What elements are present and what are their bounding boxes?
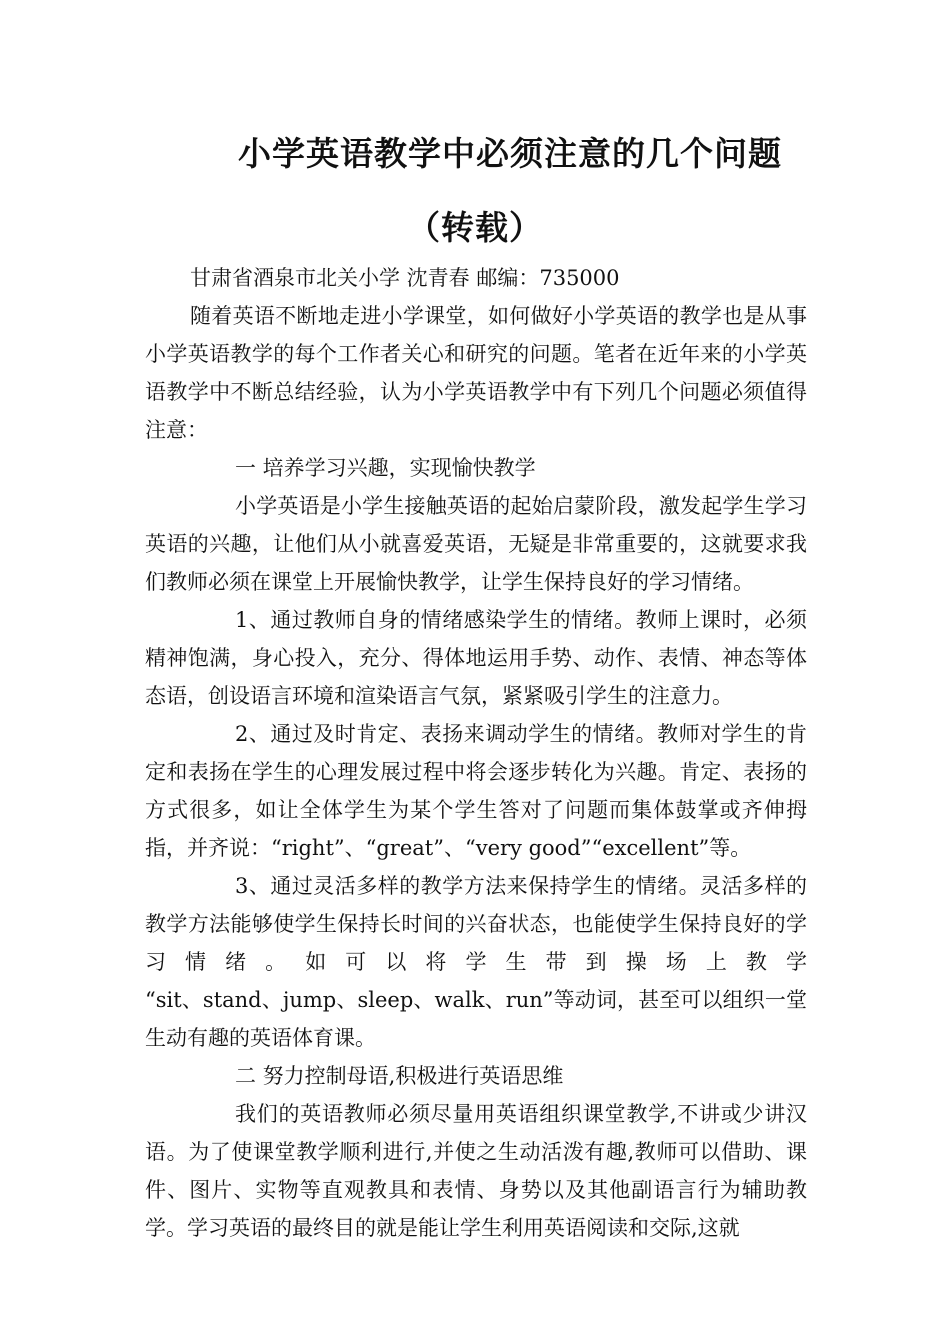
document-body xyxy=(145,259,807,1247)
author-line: 甘肃省酒泉市北关小学 沈青春 邮编：735000 xyxy=(190,266,620,290)
list-item-2: 2、通过及时肯定、表扬来调动学生的情绪。教师对学生的肯定和表扬在学生的心理发展过程中将会逐步转化为兴趣。肯定、表扬的方式很多，如让全体学生为某个学生答对了问题而集体鼓掌或齐伸拇指，并齐说：“right”、“great”、“very good”“excellent”等。 xyxy=(145,722,807,860)
list-item-3-part-1: 3、通过灵活多样的教学方法来保持学生的情绪。灵活多样的教学方法能够使学生保持长时间的兴奋状态，也能使学生保持良好的学习情绪。如可以将学生带到操场上教学 xyxy=(145,874,807,974)
section-heading-2: 二 努力控制母语,积极进行英语思维 xyxy=(235,1064,564,1088)
section-heading-1: 一 培养学习兴趣，实现愉快教学 xyxy=(235,456,536,480)
document-title: 小学英语教学中必须注意的几个问题 xyxy=(238,134,782,173)
section-paragraph-2: 我们的英语教师必须尽量用英语组织课堂教学,不讲或少讲汉语。为了使课堂教学顺利进行,并使之生动活泼有趣,教师可以借助、课件、图片、实物等直观教具和表情、身势以及其他副语言行为辅助教学。学习英语的最终目的就是能让学生利用英语阅读和交际,这就 xyxy=(145,1102,807,1240)
intro-paragraph: 随着英语不断地走进小学课堂，如何做好小学英语的教学也是从事小学英语教学的每个工作者关心和研究的问题。笔者在近年来的小学英语教学中不断总结经验，认为小学英语教学中有下列几个问题必须值得注意： xyxy=(145,304,807,442)
list-item-3-part-2: “sit、stand、jump、sleep、walk、run”等动词，甚至可以组织一堂生动有趣的英语体育课。 xyxy=(145,988,807,1050)
list-item-1: 1、通过教师自身的情绪感染学生的情绪。教师上课时，必须精神饱满，身心投入，充分、得体地运用手势、动作、表情、神态等体态语，创设语言环境和渲染语言气氛，紧紧吸引学生的注意力。 xyxy=(145,608,807,708)
document-subtitle: （转载） xyxy=(407,208,543,247)
section-paragraph-1: 小学英语是小学生接触英语的起始启蒙阶段，激发起学生学习英语的兴趣，让他们从小就喜爱英语，无疑是非常重要的，这就要求我们教师必须在课堂上开展愉快教学，让学生保持良好的学习情绪。 xyxy=(145,494,807,594)
